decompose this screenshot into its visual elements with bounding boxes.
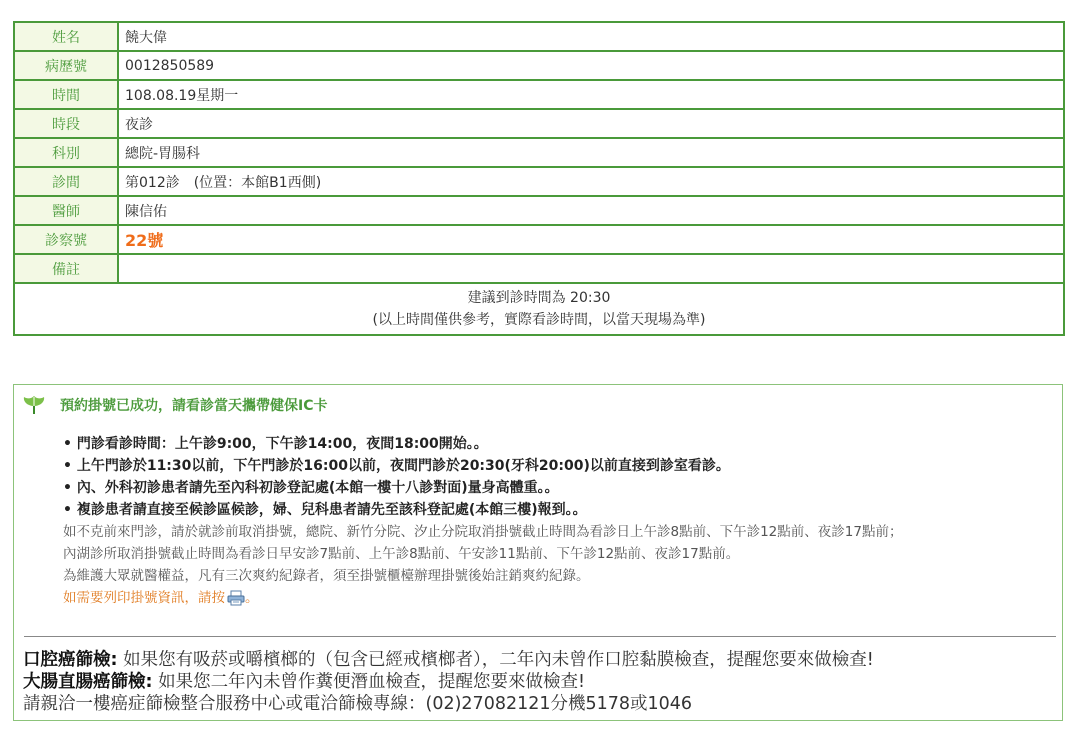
name-value: 饒大偉 [118, 22, 1064, 51]
suggested-time: 建議到診時間為 20:30 [467, 290, 611, 306]
notice-title: 預約掛號已成功，請看診當天攜帶健保IC卡 [60, 398, 328, 414]
suggested-time-note: (以上時間僅供參考，實際看診時間，以當天現場為準) [372, 312, 706, 328]
session-value: 夜診 [118, 109, 1064, 138]
doctor-value: 陳信佑 [118, 196, 1064, 225]
table-row [14, 80, 1064, 109]
clinic-room-value: 第012診 (位置：本館B1西側) [118, 167, 1064, 196]
table-row [14, 109, 1064, 138]
date-label: 時間 [14, 80, 118, 109]
print-prompt: 如需要列印掛號資訊，請按 [63, 590, 225, 606]
department-label: 科別 [14, 138, 118, 167]
doctor-label: 醫師 [14, 196, 118, 225]
table-row [14, 283, 1064, 335]
record-number-label: 病歷號 [14, 51, 118, 80]
table-row [14, 196, 1064, 225]
ginkgo-leaf-icon [22, 394, 46, 416]
record-number-value: 0012850589 [118, 51, 1064, 80]
rule-checkin-deadline: • 上午門診於11:30以前，下午門診於16:00以前，夜間門診於20:30(牙科20:00)以前直接到診室看診。 [63, 455, 1053, 477]
table-row [14, 22, 1064, 51]
table-row [14, 167, 1064, 196]
notice-box [13, 384, 1063, 721]
no-show-info: 為維護大眾就醫權益，凡有三次爽約紀錄者，須至掛號櫃檯辦理掛號後始註銷爽約紀錄。 [63, 568, 590, 584]
cancel-info-neihu: 內湖診所取消掛號截止時間為看診日早安診7點前、上午診8點前、午安診11點前、下午診12點前、夜診17點前。 [63, 546, 740, 562]
queue-number-label: 診察號 [14, 225, 118, 254]
oral-cancer-screening [23, 649, 1058, 671]
table-row [14, 254, 1064, 283]
suggested-time-cell [14, 283, 1064, 335]
queue-number-value: 22號 [118, 225, 1064, 254]
remarks-value [118, 254, 1064, 283]
colorectal-cancer-screening [23, 671, 1058, 693]
department-value: 總院-胃腸科 [118, 138, 1064, 167]
remarks-label: 備註 [14, 254, 118, 283]
table-row [14, 51, 1064, 80]
rule-return-visit: • 複診患者請直接至候診區候診，婦、兒科患者請先至該科登記處(本館三樓)報到。。 [63, 499, 1053, 521]
colorectal-cancer-text: 如果您二年內未曾作糞便潛血檢查，提醒您要來做檢查! [152, 672, 586, 692]
rule-clinic-hours: • 門診看診時間：上午診9:00，下午診14:00，夜間18:00開始。。 [63, 433, 1053, 455]
date-value: 108.08.19星期一 [118, 80, 1064, 109]
cancel-info-main: 如不克前來門診，請於就診前取消掛號，總院、新竹分院、汐止分院取消掛號截止時間為看診日上午診8點前、下午診12點前、夜診17點前； [63, 524, 903, 540]
print-suffix: 。 [245, 590, 259, 606]
clinic-room-label: 診間 [14, 167, 118, 196]
printer-icon[interactable] [227, 590, 245, 606]
colorectal-cancer-label: 大腸直腸癌篩檢: [23, 672, 153, 692]
notice-rules [63, 433, 1053, 609]
screening-contact: 請親洽一樓癌症篩檢整合服務中心或電洽篩檢專線：(02)27082121分機5178或1046 [23, 694, 693, 714]
screening-section [23, 649, 1058, 715]
divider [24, 636, 1056, 637]
session-label: 時段 [14, 109, 118, 138]
rule-first-visit: • 內、外科初診患者請先至內科初診登記處(本館一樓十八診對面)量身高體重。。 [63, 477, 1053, 499]
name-label: 姓名 [14, 22, 118, 51]
table-row [14, 138, 1064, 167]
print-line [63, 587, 1053, 609]
registration-table [13, 21, 1065, 336]
oral-cancer-text: 如果您有吸菸或嚼檳榔的（包含已經戒檳榔者），二年內未曾作口腔黏膜檢查，提醒您要來做檢查! [117, 650, 874, 670]
oral-cancer-label: 口腔癌篩檢: [23, 650, 118, 670]
table-row [14, 225, 1064, 254]
notice-header [22, 394, 327, 416]
